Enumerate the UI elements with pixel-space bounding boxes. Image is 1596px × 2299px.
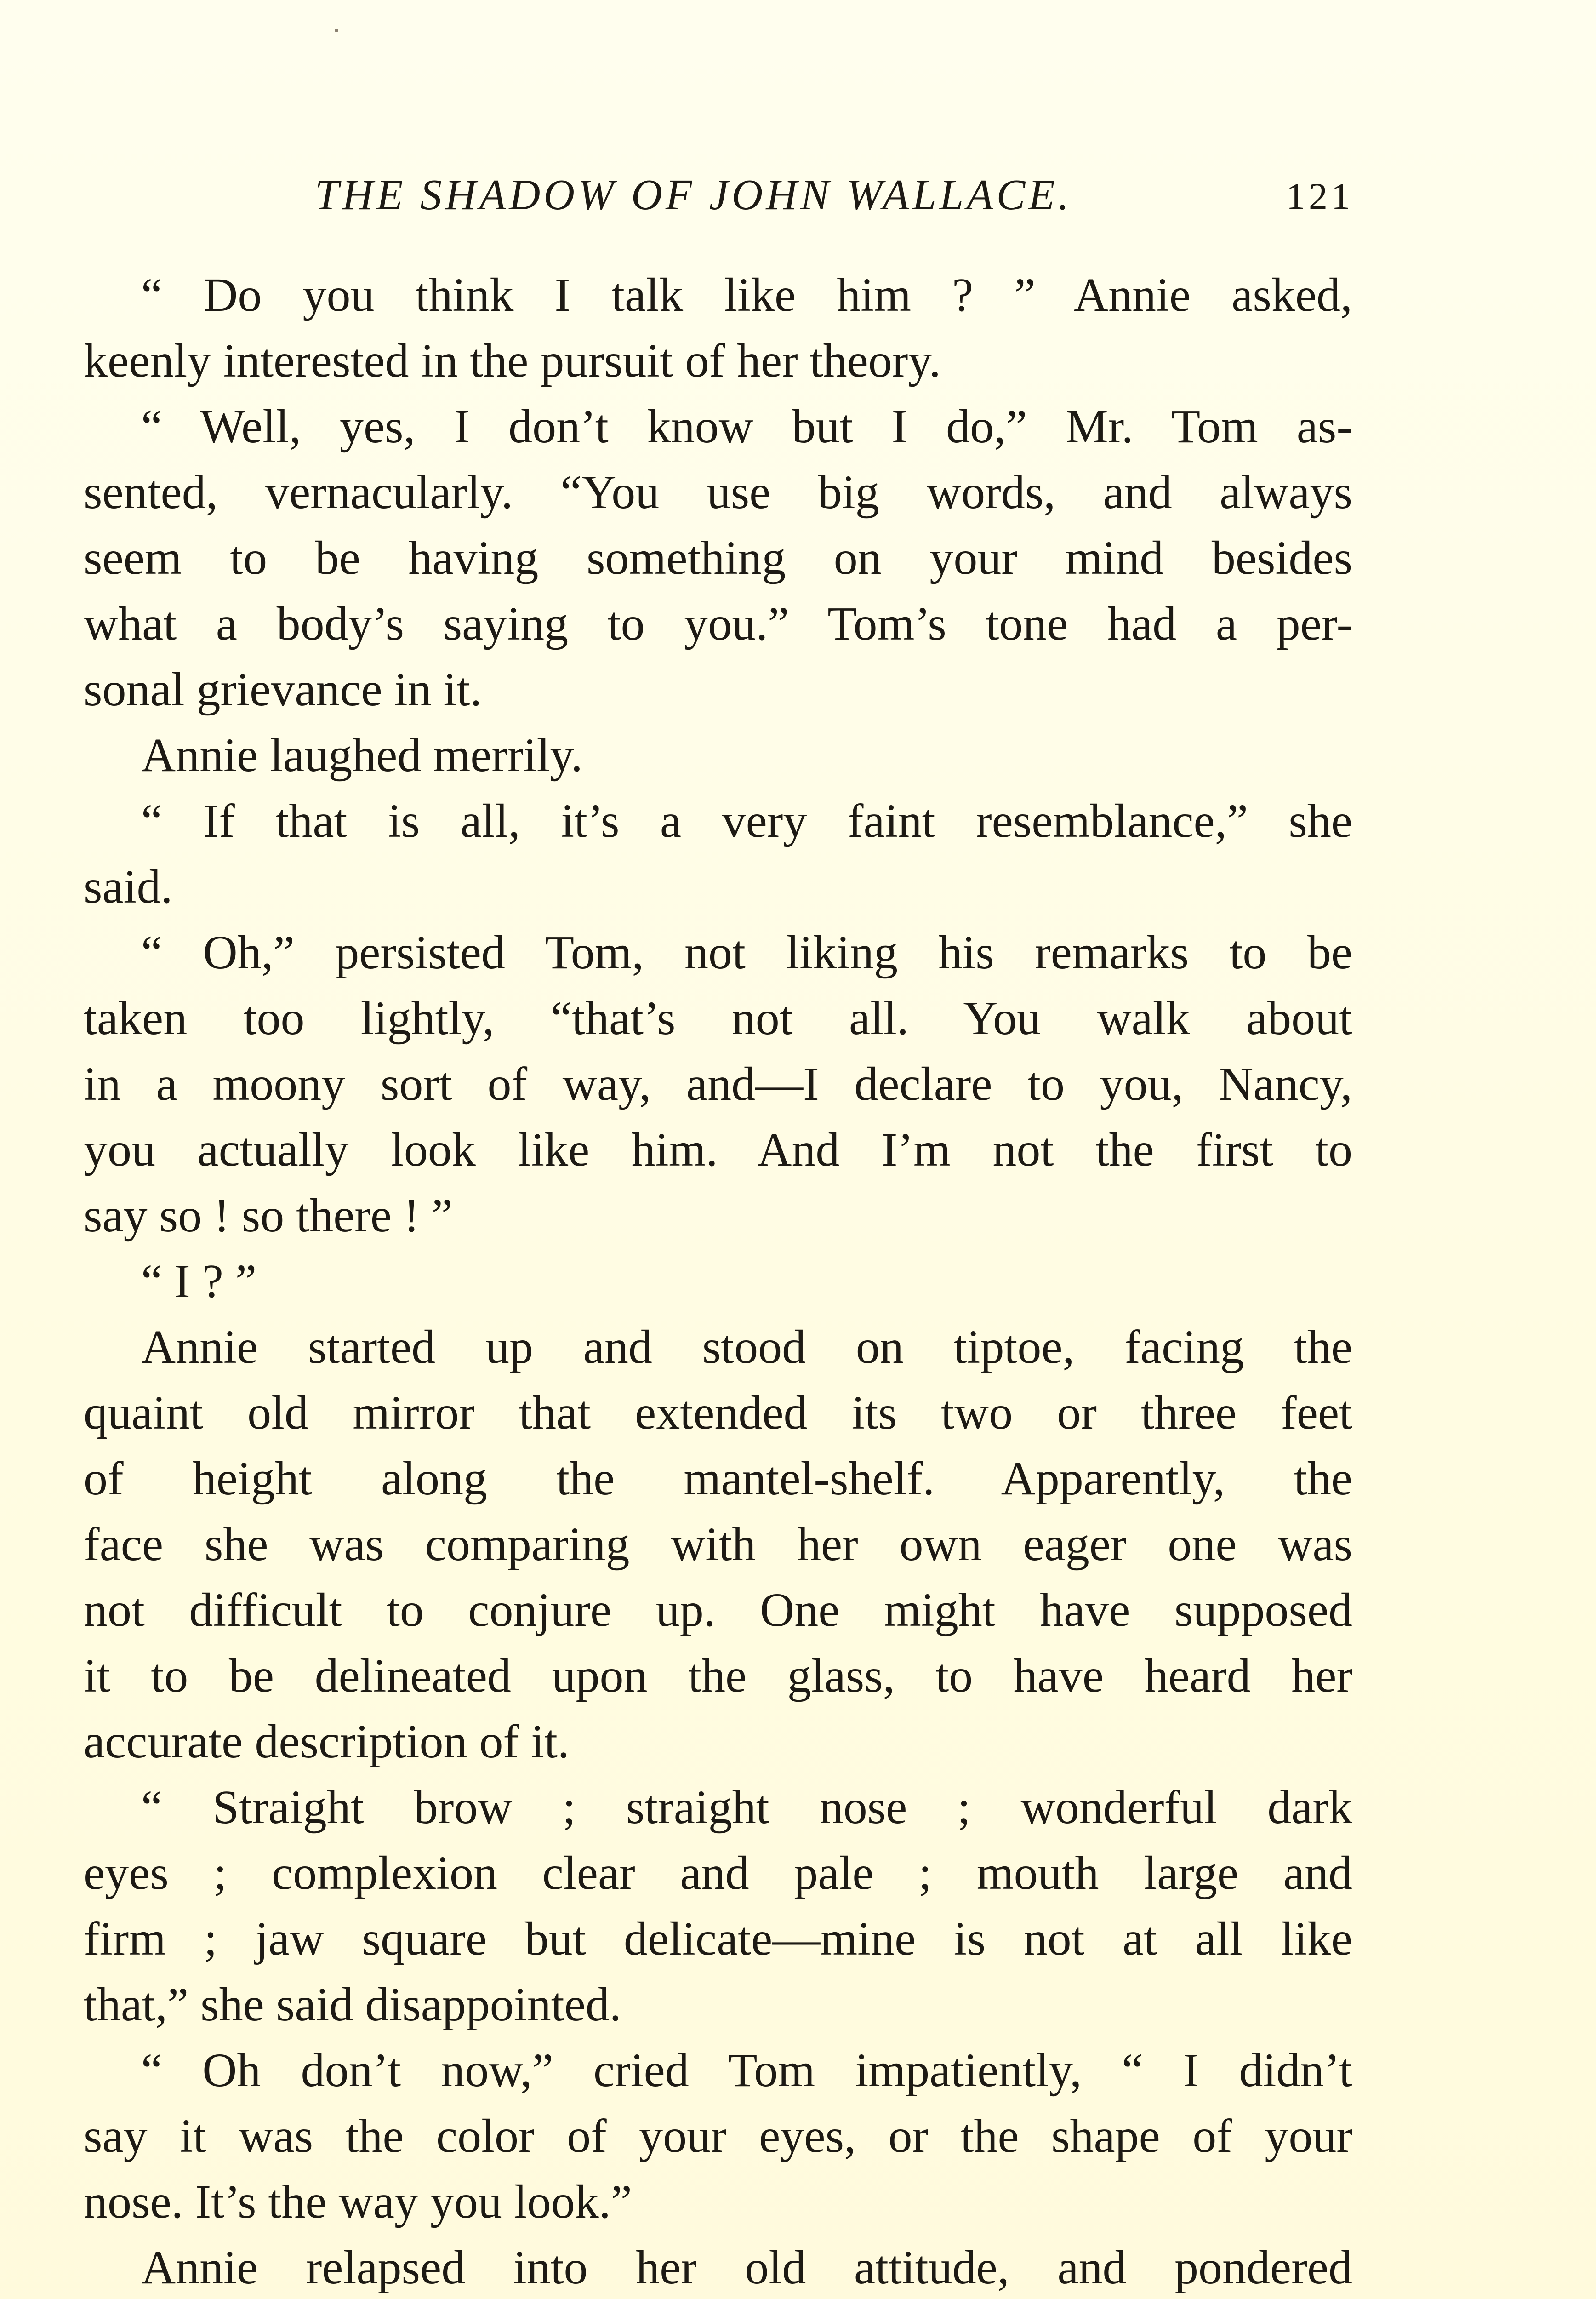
text-line: that,” she said disappointed. [84,1978,621,2031]
text-line: sented, vernacularly. “You use big words, and always [84,466,1352,519]
speck [335,29,338,32]
text-line: not difficult to conjure up. One might have supposed [84,1584,1352,1636]
body-text [84,262,1352,2299]
text-line: “ If that is all, it’s a very faint resemblance,” she [141,795,1352,847]
text-line: firm ; jaw square but delicate—mine is not at all like [84,1912,1352,1965]
text-line: “ Well, yes, I don’t know but I do,” Mr. Tom as- [141,400,1352,453]
text-line: accurate description of it. [84,1715,570,1768]
text-line: in a moony sort of way, and—I declare to you, Nancy, [84,1058,1352,1110]
running-title: THE SHADOW OF JOHN WALLACE. [315,171,1072,219]
text-line: “ Oh don’t now,” cried Tom impatiently, “ I didn’t [141,2044,1352,2097]
text-line: “ I ? ” [141,1255,257,1308]
text-line: “ Oh,” persisted Tom, not liking his remarks to be [141,926,1352,979]
text-line: “ Do you think I talk like him ? ” Annie asked, [141,269,1352,321]
text-line: said. [84,860,173,913]
text-line: sonal grievance in it. [84,663,482,716]
text-line: of height along the mantel-shelf. Apparently, the [84,1452,1352,1505]
text-line: it to be delineated upon the glass, to have heard her [84,1649,1352,1702]
text-line: nose. It’s the way you look.” [84,2175,632,2228]
text-line: Annie relapsed into her old attitude, and pondered [141,2241,1352,2294]
text-line: seem to be having something on your mind besides [84,532,1352,584]
text-line: Annie laughed merrily. [141,729,583,782]
text-line: taken too lightly, “that’s not all. You walk about [84,992,1352,1045]
text-line: what a body’s saying to you.” Tom’s tone had a per- [84,597,1352,650]
page-number: 121 [1286,175,1354,217]
text-line: Annie started up and stood on tiptoe, facing the [141,1321,1352,1373]
text-line: you actually look like him. And I’m not the first to [84,1123,1352,1176]
text-line: say so ! so there ! ” [84,1189,453,1242]
text-line: “ Straight brow ; straight nose ; wonderful dark [141,1781,1352,1834]
text-line: keenly interested in the pursuit of her theory. [84,334,941,387]
page-header [85,166,1354,234]
text-line: face she was comparing with her own eager one was [84,1518,1352,1571]
text-line: eyes ; complexion clear and pale ; mouth large and [84,1847,1352,1899]
text-line: quaint old mirror that extended its two or three feet [84,1386,1352,1439]
text-line: say it was the color of your eyes, or the shape of your [84,2110,1352,2162]
